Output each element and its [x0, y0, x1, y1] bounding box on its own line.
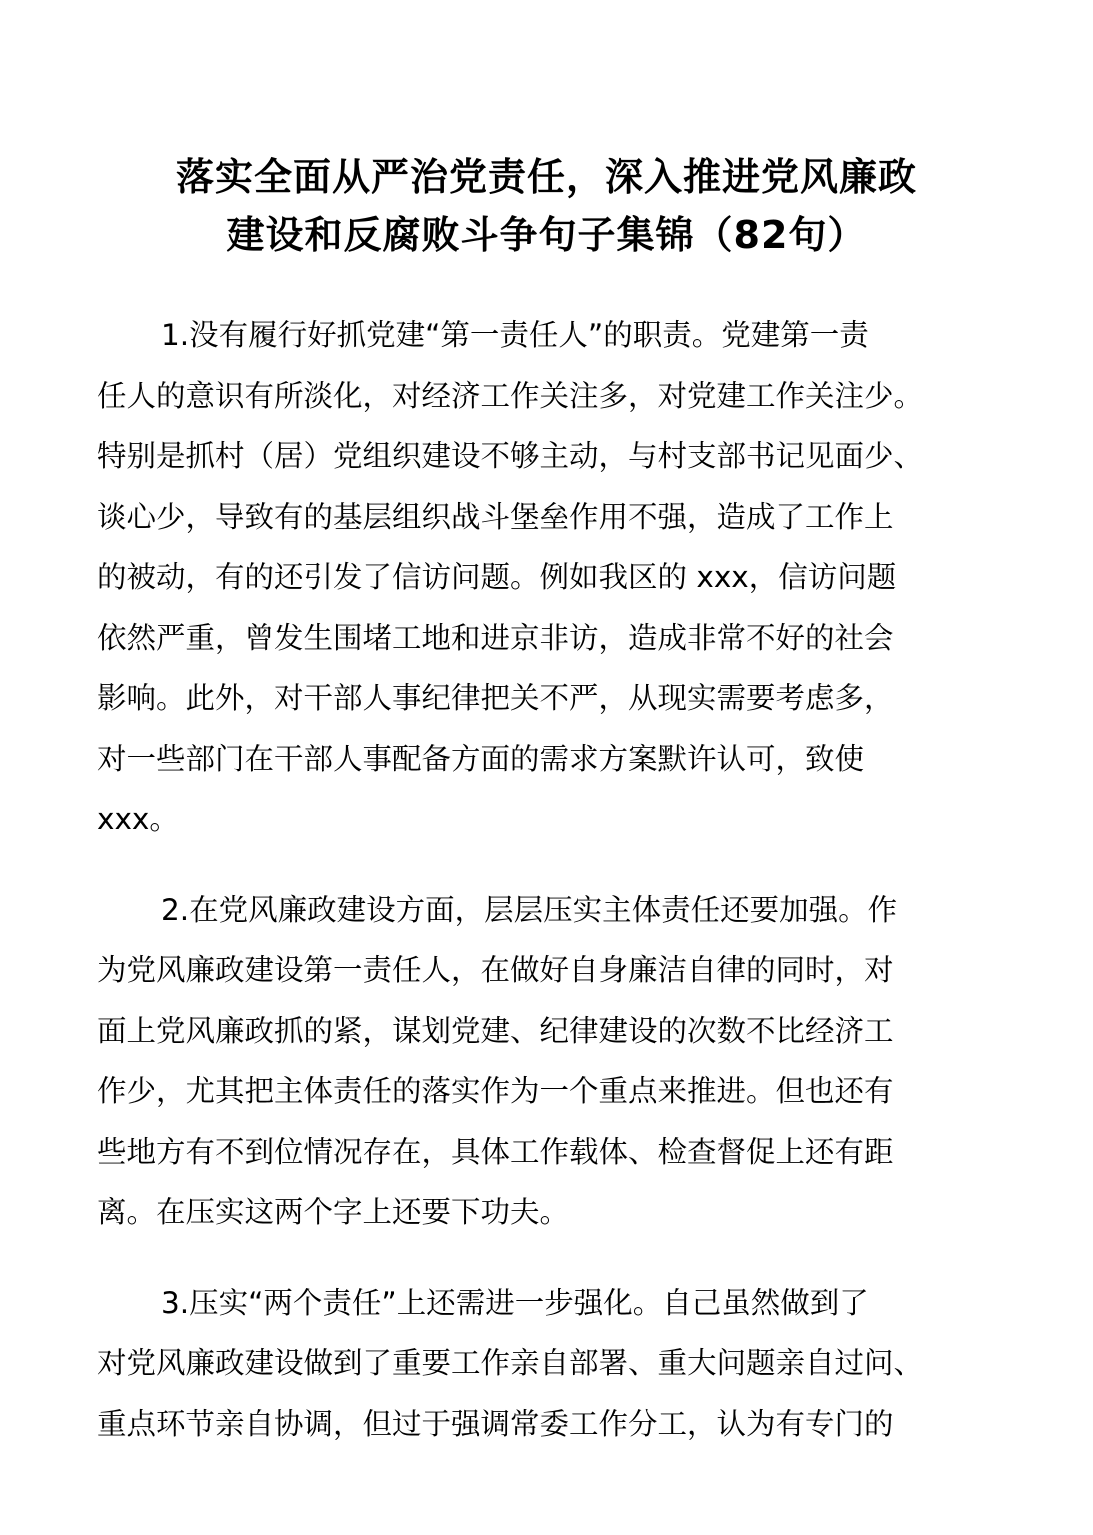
- paragraph-line: 特别是抓村（居）党组织建设不够主动，与村支部书记见面少、: [97, 439, 924, 473]
- title-line-2: 建设和反腐败斗争句子集锦（82句）: [226, 213, 867, 257]
- paragraph-line: 对党风廉政建设做到了重要工作亲自部署、重大问题亲自过问、: [97, 1346, 924, 1380]
- paragraph-line: 为党风廉政建设第一责任人，在做好自身廉洁自律的同时，对: [97, 953, 894, 987]
- paragraph-line: 重点环节亲自协调，但过于强调常委工作分工，认为有专门的: [97, 1406, 894, 1441]
- paragraph-line: 依然严重，曾发生围堵工地和进京非访，造成非常不好的社会: [97, 620, 894, 655]
- paragraph-line: 离。在压实这两个字上还要下功夫。: [97, 1195, 570, 1229]
- paragraph-2: [97, 880, 1012, 1243]
- paragraph-line: 对一些部门在干部人事配备方面的需求方案默许认可，致使: [97, 741, 865, 776]
- paragraph-3: [97, 1273, 1012, 1455]
- paragraph-line: 任人的意识有所淡化，对经济工作关注多，对党建工作关注少。: [97, 378, 924, 413]
- paragraph-line: 3.压实“两个责任”上还需进一步强化。自己虽然做到了: [161, 1285, 869, 1320]
- paragraph-line: 面上党风廉政抓的紧，谋划党建、纪律建设的次数不比经济工: [97, 1013, 894, 1048]
- document-title: [60, 148, 1033, 264]
- paragraph-line: 些地方有不到位情况存在，具体工作载体、检查督促上还有距: [97, 1134, 894, 1169]
- paragraph-1: [97, 305, 1012, 850]
- document-body: [97, 305, 1012, 1484]
- paragraph-line: 谈心少，导致有的基层组织战斗堡垒作用不强，造成了工作上: [97, 499, 894, 534]
- paragraph-line: 的被动，有的还引发了信访问题。例如我区的 xxx，信访问题: [97, 560, 897, 594]
- paragraph-line: 作少，尤其把主体责任的落实作为一个重点来推进。但也还有: [97, 1074, 894, 1108]
- paragraph-line: 影响。此外，对干部人事纪律把关不严，从现实需要考虑多，: [97, 681, 894, 715]
- title-line-1: 落实全面从严治党责任，深入推进党风廉政: [175, 155, 917, 199]
- paragraph-line: 1.没有履行好抓党建“第一责任人”的职责。党建第一责: [161, 318, 869, 352]
- paragraph-line: 2.在党风廉政建设方面，层层压实主体责任还要加强。作: [161, 892, 898, 927]
- paragraph-line: xxx。: [97, 802, 179, 836]
